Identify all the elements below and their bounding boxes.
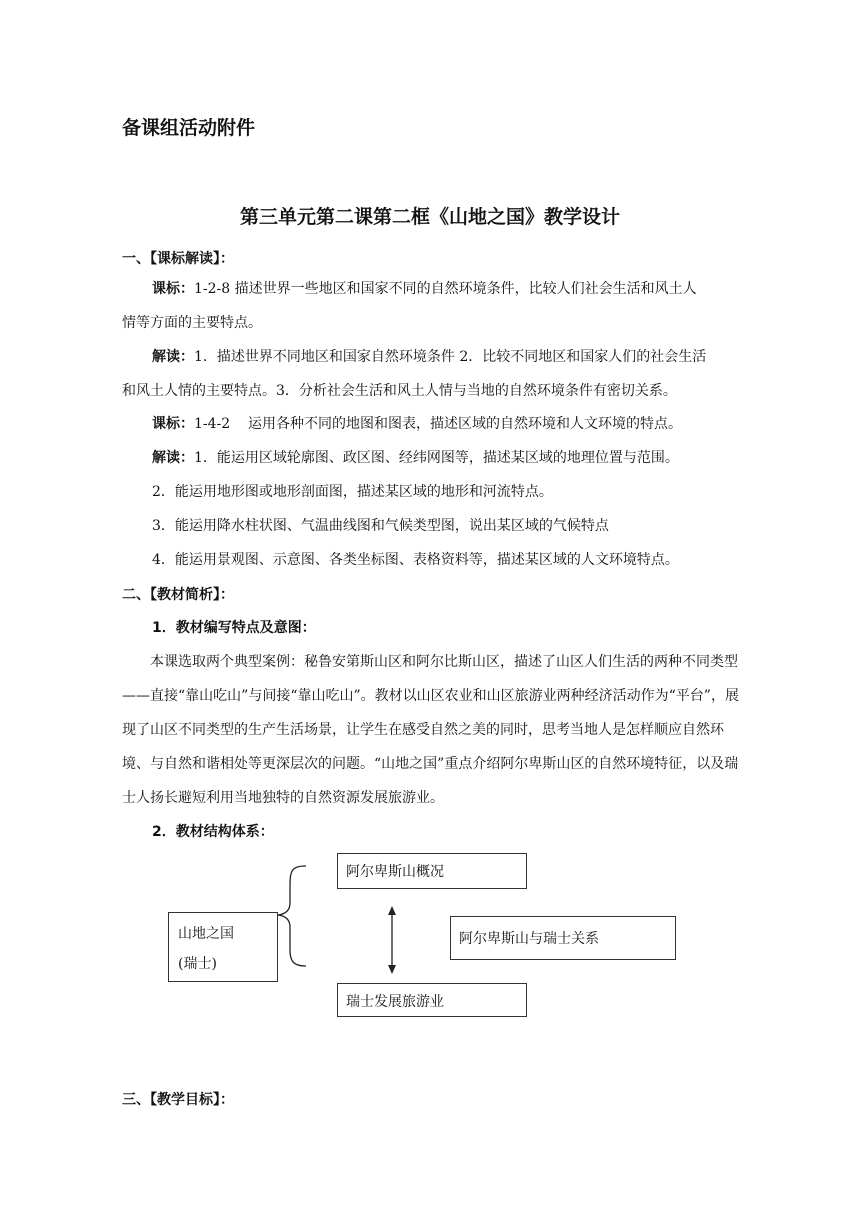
document-title: 第三单元第二课第二框《山地之国》教学设计: [239, 206, 620, 228]
reading-2-text: 1．能运用区域轮廓图、政区图、经纬网图等，描述某区域的地理位置与范围。: [194, 450, 679, 466]
section-3-heading: 三、【教学目标】：: [122, 1092, 234, 1108]
standard-1-text: 1-2-8 描述世界一些地区和国家不同的自然环境条件，比较人们社会生活和风土人: [194, 281, 697, 297]
diagram-arrowhead-down: [388, 965, 396, 974]
reading-1-text: 1．描述世界不同地区和国家自然环境条件 2．比较不同地区和国家人们的社会生活: [194, 349, 707, 365]
diagram-root-line-2: (瑞士): [178, 956, 217, 972]
standard-2-text: 1-4-2 运用各种不同的地图和图表，描述区域的自然环境和人文环境的特点。: [194, 416, 682, 432]
subsection-2-heading: 2．教材结构体系：: [152, 824, 274, 840]
reading-label: 解读：: [152, 349, 194, 365]
reading-label: 解读：: [152, 450, 194, 466]
diagram-arrowhead-up: [388, 906, 396, 915]
reading-1-line-2: 和风土人情的主要特点。3．分析社会生活和风土人情与当地的自然环境条件有密切关系。: [122, 383, 677, 399]
reading-item-3: 3．能运用降水柱状图、气温曲线图和气候类型图，说出某区域的气候特点: [152, 518, 609, 534]
standard-label: 课标：: [152, 281, 194, 297]
textbook-analysis-paragraph: 本课选取两个典型案例：秘鲁安第斯山区和阿尔比斯山区，描述了山区人们生活的两种不同类型——直接“靠山吃山”与间接“靠山吃山”。教材以山区农业和山区旅游业两种经济活动作为“平台”，展现了山区不同类型的生产生活场景，让学生在感受自然之美的同时，思考当地人是怎样顺应自然环境、与自然和谐相处等更深层次的问题。“山地之国”重点介绍阿尔卑斯山区的自然环境特征，以及瑞士人扬长避短利用当地独特的自然资源发展旅游业。: [122, 654, 739, 806]
standard-1-line-2: 情等方面的主要特点。: [122, 315, 262, 331]
section-2-heading: 二、【教材简析】：: [122, 587, 234, 603]
standard-label: 课标：: [152, 416, 194, 432]
diagram-top-box: 阿尔卑斯山概况: [337, 853, 527, 889]
diagram-bottom-box: 瑞士发展旅游业: [337, 983, 527, 1017]
diagram-brace: [278, 866, 306, 966]
subsection-1-heading: 1．教材编写特点及意图：: [152, 620, 316, 636]
diagram-root-line-1: 山地之国: [178, 926, 234, 942]
attachment-heading: 备课组活动附件: [122, 117, 256, 139]
section-1-heading: 一、【课标解读】：: [122, 251, 234, 267]
reading-item-2: 2．能运用地形图或地形剖面图，描述某区域的地形和河流特点。: [152, 484, 553, 500]
diagram-right-box: 阿尔卑斯山与瑞士关系: [450, 916, 676, 960]
reading-item-4: 4．能运用景观图、示意图、各类坐标图、表格资料等，描述某区域的人文环境特点。: [152, 552, 679, 568]
